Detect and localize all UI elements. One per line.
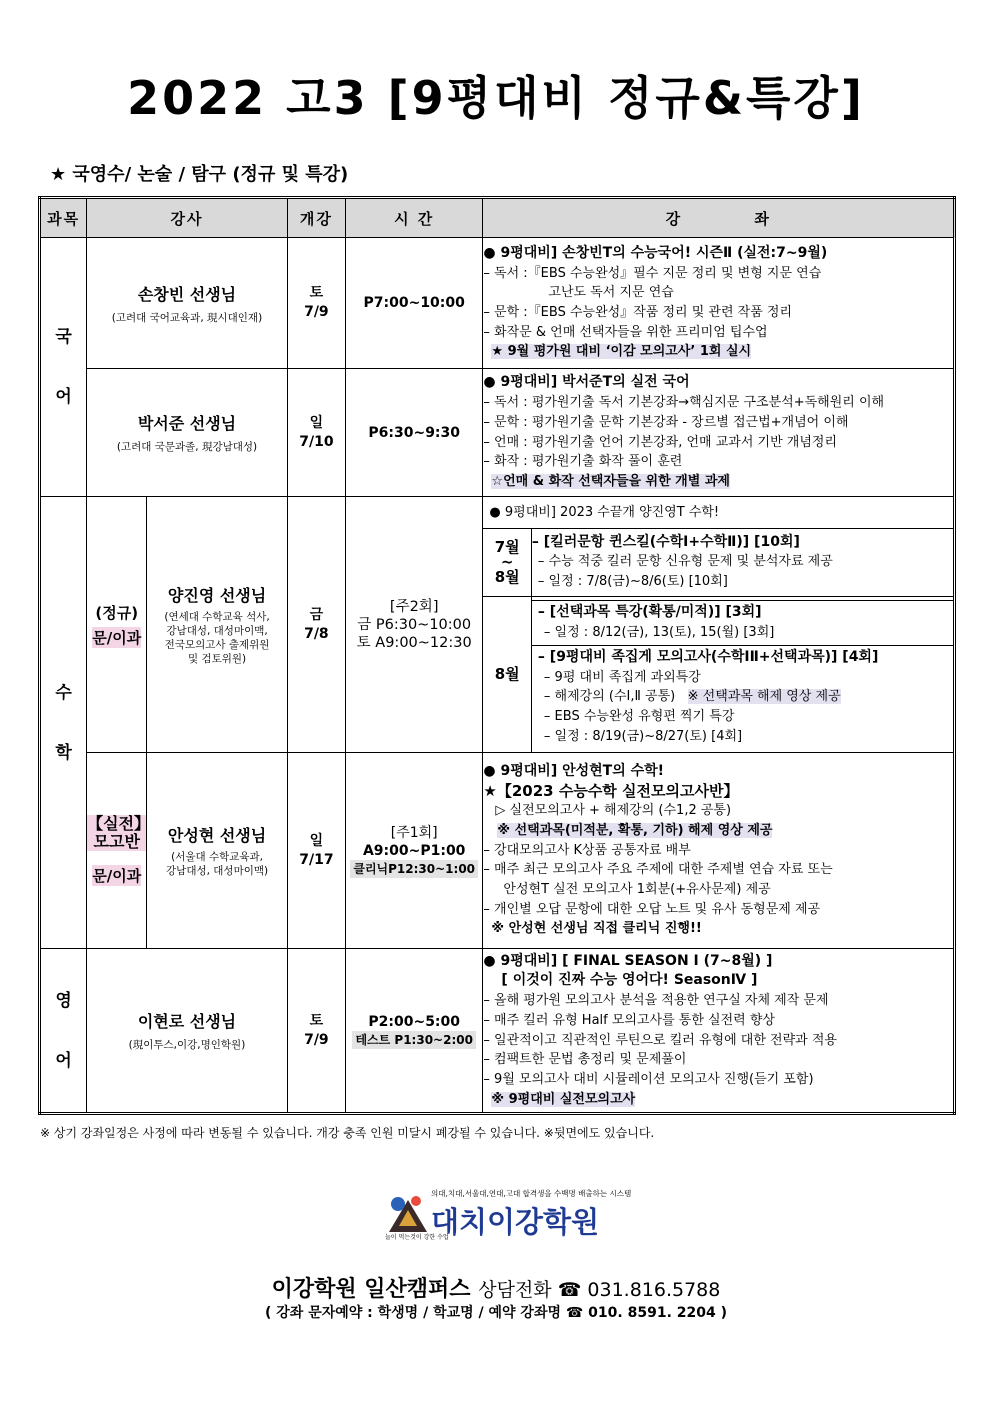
logo-tagline: 의대,치대,서울대,연대,고대 합격생을 수백명 배출하는 시스템: [431, 1189, 632, 1198]
class-type-label: 【실전】 모고반 문/이과: [87, 753, 147, 949]
teacher-career: (연세대 수학교육 석사, 강남대성, 대성마이맥, 전국모의고사 출제위원 및 검토위원): [164, 611, 270, 665]
course-headline: ★【2023 수능수학 실전모의고사반】: [483, 781, 739, 800]
course-highlight: ※ 9평대비 실전모의고사: [491, 1091, 636, 1107]
course-line: – 언매 : 평가원기출 언어 기본강좌, 언매 교과서 기반 개념정리: [483, 434, 838, 450]
table-header-row: [40, 198, 955, 238]
class-time: P2:00~5:00 테스트 P1:30~2:00: [345, 949, 482, 1114]
course-headline: ● 9평대비] 안성현T의 수학!: [483, 762, 665, 779]
clinic-time: 클리닉P12:30~1:00: [350, 860, 478, 878]
table-row: [40, 753, 955, 949]
teacher-name: 이현로 선생님: [137, 1012, 237, 1031]
teacher-career: (고려대 국문과졸, 現강남대성): [116, 441, 258, 453]
course-headline: [ 이것이 진짜 수능 영어다! SeasonⅣ ]: [501, 972, 758, 989]
academy-logo: [383, 1188, 633, 1248]
course-highlight: ※ 선택과목(미적분, 확통, 기하) 해제 영상 제공: [497, 822, 773, 838]
class-time: P6:30~9:30: [345, 369, 482, 497]
teacher-cell: [87, 369, 288, 497]
course-headline: ● 9평대비] 2023 수끝개 양진영T 수학!: [483, 498, 953, 529]
course-line: – 화작 : 평가원기출 화작 풀이 훈련: [483, 454, 683, 470]
subject-korean: 국 어: [40, 238, 87, 497]
open-date: 토 7/9: [287, 949, 345, 1114]
course-description: [483, 238, 955, 369]
course-line: 고난도 독서 지문 연습: [548, 285, 674, 301]
teacher-name: 안성현 선생님: [167, 826, 267, 845]
course-line: – 화작문 & 언매 선택자들을 위한 프리미엄 팁수업: [483, 324, 768, 340]
course-description: [483, 369, 955, 497]
course-headline: ● 9평대비] [ FINAL SEASON Ⅰ (7~8월) ]: [483, 952, 773, 969]
course-headline: ● 9평대비] 박서준T의 실전 국어: [483, 374, 690, 391]
course-description: [483, 497, 955, 753]
phone-number: 상담전화 ☎ 031.816.5788: [478, 1279, 721, 1301]
header-open: 개강: [287, 198, 345, 238]
page-title: 2022 고3 [9평대비 정규&특강]: [127, 71, 865, 125]
course-line: – 독서 : 평가원기출 독서 기본강좌→핵심지문 구조분석+독해원리 이해: [483, 395, 885, 411]
subject-english: 영 어: [40, 949, 87, 1114]
page-subtitle: ★ 국영수/ 논술 / 탐구 (정규 및 특강): [50, 164, 349, 185]
schedule-table: [38, 196, 956, 1115]
course-highlight: ★ 9월 평가원 대비 ‘이감 모의고사’ 1회 실시: [491, 344, 752, 360]
teacher-name: 양진영 선생님: [167, 586, 267, 605]
open-date: 일 7/17: [287, 753, 345, 949]
teacher-cell: [147, 497, 287, 753]
course-highlight: ☆언매 & 화작 선택자들을 위한 개별 과제: [491, 473, 730, 489]
course-description: ● 9평대비] [ FINAL SEASON Ⅰ (7~8월) ] [ 이것이 진짜 수능 영어다! SeasonⅣ ] – 올해 평가원 모의고사 분석을 적용한 연구실 자체 제작 문제 – 매주 킬러 유형 Half 모의고사를 통한 실전력 향상 – 일관적이고 직관적인 루틴으로 킬러 유형에 대한 전략과 적용 – 컴팩트한 문법 총정리 및 문제풀이 – 9월 모의고사 대비 시뮬레이션 모의고사 진행(듣기 포함) ※ 9평대비 실전모의고사: [483, 949, 955, 1114]
teacher-career: (現이투스,이강,명인학원): [128, 1039, 246, 1051]
class-time: [주1회] A9:00~P1:00 클리닉P12:30~1:00: [345, 753, 482, 949]
course-line: – 문학 : 평가원기출 문학 기본강좌 - 장르별 접근법+개념어 이해: [483, 414, 849, 430]
open-date: 일 7/10: [287, 369, 345, 497]
schedule-note: ※ 상기 강좌일정은 사정에 따라 변동될 수 있습니다. 개강 충족 인원 미달시 폐강될 수 있습니다. ※뒷면에도 있습니다.: [40, 1126, 655, 1140]
month-label: 8월: [483, 597, 531, 752]
campus-name: 이강학원 일산캠퍼스: [271, 1277, 471, 1302]
logo-small-text: 늘이 먹는것이 강한 수업: [385, 1234, 449, 1241]
table-row: [40, 238, 955, 369]
course-line: – 독서 :『EBS 수능완성』필수 지문 정리 및 변형 지문 연습: [483, 265, 822, 281]
campus-contact: [0, 1272, 992, 1303]
header-course: 강 좌: [483, 198, 955, 238]
test-time: 테스트 P1:30~2:00: [352, 1031, 476, 1049]
course-block: – [킬러문항 퀸스킬(수학Ⅰ+수학Ⅱ)] [10회] – 수능 적중 킬러 문항 신유형 문제 및 분석자료 제공 – 일정 : 7/8(금)~8/6(토) [10회]: [531, 529, 953, 597]
month-label: 7월 ~ 8월: [483, 529, 531, 597]
teacher-career: (고려대 국어교육과, 現시대인재): [111, 311, 263, 324]
logo-name: 대치이강학원: [431, 1205, 600, 1239]
course-line: – 문학 :『EBS 수능완성』작품 정리 및 관련 작품 정리: [483, 305, 793, 320]
class-time: P7:00~10:00: [345, 238, 482, 369]
reservation-info: ( 강좌 문자예약 : 학생명 / 학교명 / 예약 강좌명 ☎ 010. 8591. 2204 ): [265, 1305, 727, 1321]
course-description: ● 9평대비] 안성현T의 수학! ★【2023 수능수학 실전모의고사반】 ▷ 실전모의고사 + 해제강의 (수1,2 공통) ※ 선택과목(미적분, 확통, 기하) 해제 영상 제공 – 강대모의고사 K상품 공통자료 배부 – 매주 최근 모의고사 주요 주제에 대한 주제별 연습 자료 또는 안성현T 실전 모의고사 1회분(+유사문제) 제공 – 개인별 오답 문항에 대한 오답 노트 및 유사 동형문제 제공 ※ 안성현 선생님 직접 클리닉 진행!!: [483, 753, 955, 949]
teacher-cell: [87, 238, 288, 369]
teacher-career: (서울대 수학교육과, 강남대성, 대성마이맥): [166, 851, 269, 877]
teacher-name: 박서준 선생님: [137, 414, 237, 433]
subject-math: 수 학: [40, 497, 87, 949]
course-headline: ● 9평대비] 손창빈T의 수능국어! 시즌Ⅱ (실전:7~9월): [483, 244, 828, 261]
class-type-label: (정규) 문/이과: [87, 497, 147, 753]
teacher-name: 손창빈 선생님: [137, 284, 237, 304]
open-date: 금 7/8: [287, 497, 345, 753]
table-row: [40, 949, 955, 1114]
header-teacher: 강사: [87, 198, 288, 238]
course-block: – [선택과목 특강(확통/미적)] [3회] – 일정 : 8/12(금), 13(토), 15(월) [3회] – [9평대비 족집게 모의고사(수학ⅠⅡ+선택과목)] [4회] – 9평 대비 족집게 과외특강 – 해제강의 (수Ⅰ,Ⅱ 공통) ※ 선택과목 해제 영상 제공 – EBS 수능완성 유형편 찍기 특강 – 일정 : 8/19(금)~8/27(토) [4회]: [531, 597, 953, 752]
header-subject: 과목: [40, 198, 87, 238]
open-date: 토 7/9: [287, 238, 345, 369]
table-row: [40, 369, 955, 497]
table-row: [40, 497, 955, 753]
math-schedule-inner: [483, 529, 953, 752]
course-highlight: ※ 선택과목 해제 영상 제공: [687, 689, 841, 705]
teacher-cell: [87, 949, 288, 1114]
teacher-cell: [147, 753, 287, 949]
header-time: 시 간: [345, 198, 482, 238]
class-time: [주2회] 금 P6:30~10:00 토 A9:00~12:30: [345, 497, 482, 753]
